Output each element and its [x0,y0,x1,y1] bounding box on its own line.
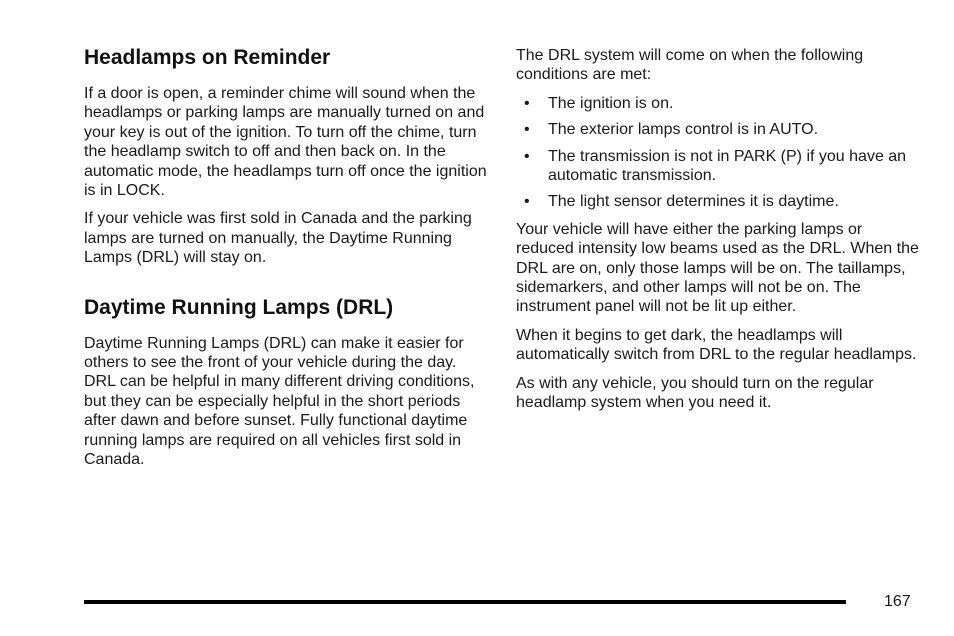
list-item [516,147,922,186]
page-number: 167 [884,593,911,610]
list-item-text: The exterior lamps control is in AUTO. [548,121,819,139]
paragraph-regular-headlamps: As with any vehicle, you should turn on the regular headlamp system when you need it. [516,374,874,412]
bullet-icon: • [524,121,530,139]
bullet-icon: • [524,94,530,112]
left-column [84,40,489,479]
list-item-text: The ignition is on. [548,94,674,112]
section-heading-drl: Daytime Running Lamps (DRL) [84,295,394,319]
list-item [516,120,922,139]
conditions-list [516,94,922,212]
paragraph-dark-switch: When it begins to get dark, the headlamps will automatically switch from DRL to the regular headlamps. [516,326,917,364]
bullet-icon: • [524,147,530,165]
list-item-text: The transmission is not in PARK (P) if you have an automatic transmission. [548,147,907,185]
list-item-text: The light sensor determines it is daytime. [548,193,839,211]
paragraph-reminder-chime: If a door is open, a reminder chime will sound when the headlamps or parking lamps are manually turned on and your key is out of the ignition. To turn off the chime, turn the headlamp switch to off and then back on. In the automatic mode, the headlamps turn off once the ignition is in LOCK. [84,85,487,200]
section-heading-headlamps-reminder: Headlamps on Reminder [84,46,331,69]
list-item [516,192,922,211]
paragraph-drl-lamps: Your vehicle will have either the parking lamps or reduced intensity low beams used as the DRL. When the DRL are on, only those lamps will be on. The taillamps, sidemarkers, and other lamps will not be on. The instrument panel will not be lit up either. [516,220,919,316]
bullet-icon: • [524,193,530,211]
paragraph-drl-description: Daytime Running Lamps (DRL) can make it easier for others to see the front of your vehicle during the day. DRL can be helpful in many different driving conditions, but they can be especially helpful in the short periods after dawn and before sunset. Fully functional daytime running lamps are required on all vehicles first sold in Canada. [84,334,475,469]
right-column [516,46,922,422]
list-item [516,94,922,113]
footer-rule [84,600,846,604]
paragraph-canada-parking-lamps: If your vehicle was first sold in Canada and the parking lamps are turned on manually, the Daytime Running Lamps (DRL) will stay on. [84,210,472,267]
paragraph-drl-conditions-intro: The DRL system will come on when the following conditions are met: [516,47,864,84]
